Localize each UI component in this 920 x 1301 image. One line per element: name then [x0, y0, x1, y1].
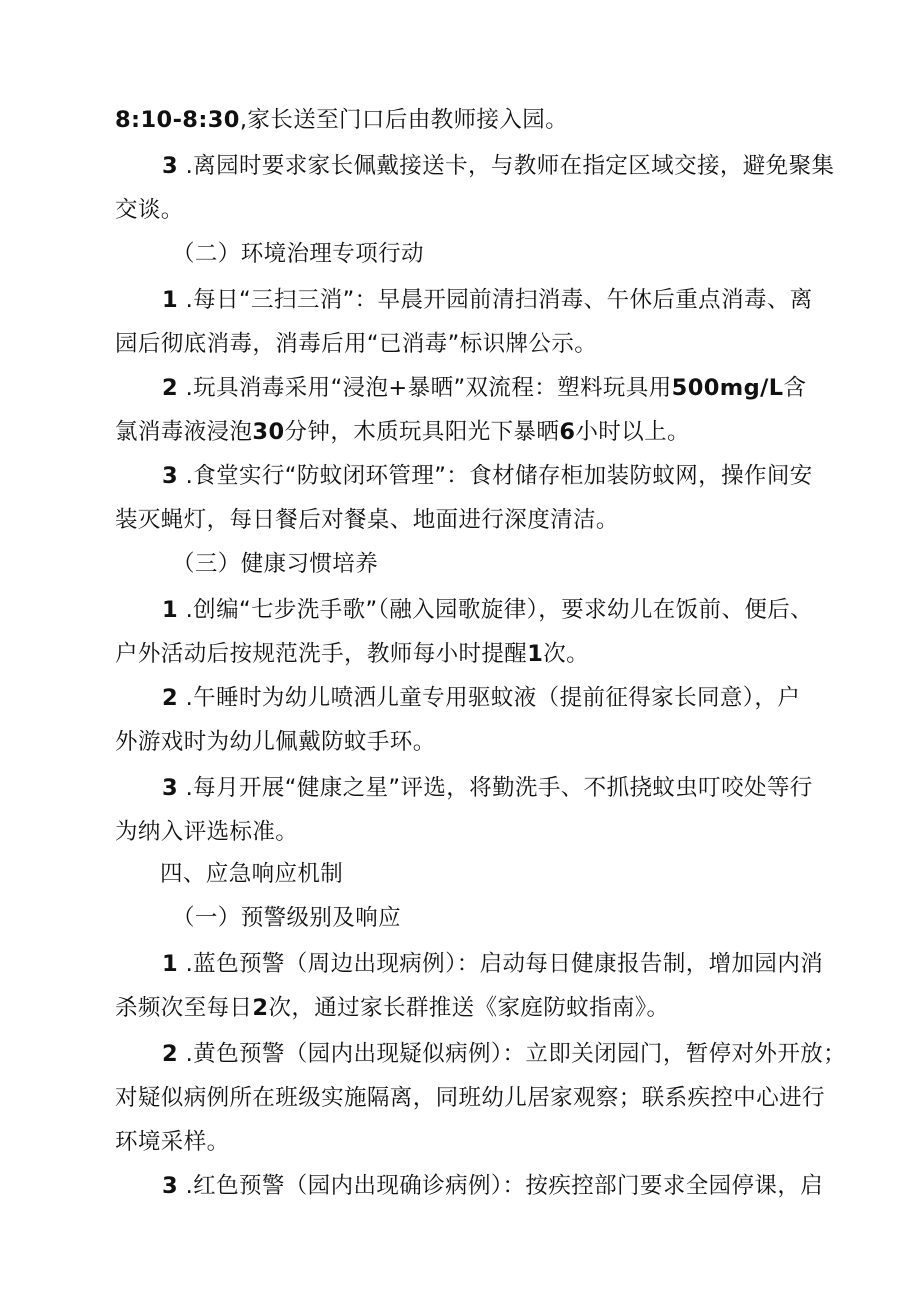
list-item-1-daily-disinfection: 1 .每日“三扫三消”：早晨开园前清扫消毒、午休后重点消毒、离 — [162, 287, 813, 313]
text-line-15: 外游戏时为幼儿佩戴防蚊手环。 — [115, 729, 436, 755]
text-line-10: 装灭蝇灯，每日餐后对餐桌、地面进行深度清洁。 — [115, 507, 619, 533]
section-heading-health-habits: （三）健康习惯培养 — [172, 551, 379, 577]
list-item-2-yellow-warning: 2 .黄色预警（园内出现疑似病例）：立即关闭园门，暂停对外开放； — [162, 1041, 847, 1067]
text-line-24: 环境采样。 — [115, 1129, 230, 1155]
list-item-2-repellent: 2 .午睡时为幼儿喷洒儿童专用驱蚊液（提前征得家长同意），户 — [162, 685, 801, 711]
text-line-23: 对疑似病例所在班级实施隔离，同班幼儿居家观察；联系疾控中心进行 — [115, 1085, 825, 1111]
list-item-1-blue-warning: 1 .蓝色预警（周边出现病例）：启动每日健康报告制，增加园内消 — [162, 951, 824, 977]
list-item-3-arrival: 3 .离园时要求家长佩戴接送卡，与教师在指定区域交接，避免聚集 — [162, 153, 835, 179]
list-item-2-toy-disinfection: 2 .玩具消毒采用“浸泡+暴晒”双流程：塑料玩具用500mg/L含 — [162, 375, 807, 401]
text-line-8: 氯消毒液浸泡30分钟，木质玩具阳光下暴晒6小时以上。 — [115, 419, 690, 445]
subsection-heading-warning-levels: （一）预警级别及响应 — [172, 905, 402, 931]
text-line-17: 为纳入评选标准。 — [115, 819, 299, 845]
text-line-1: 8:10-8:30,家长送至门口后由教师接入园。 — [115, 107, 569, 133]
text-line-3: 交谈。 — [115, 197, 184, 223]
list-item-3-canteen: 3 .食堂实行“防蚊闭环管理”：食材储存柜加装防蚊网，操作间安 — [162, 463, 813, 489]
text-line-6: 园后彻底消毒，消毒后用“已消毒”标识牌公示。 — [115, 331, 598, 357]
list-item-3-red-warning: 3 .红色预警（园内出现确诊病例）：按疾控部门要求全园停课，启 — [162, 1173, 824, 1199]
text-line-21: 杀频次至每日2次，通过家长群推送《家庭防蚊指南》。 — [115, 995, 670, 1021]
list-item-1-handwashing: 1 .创编“七步洗手歌”（融入园歌旋律），要求幼儿在饭前、便后、 — [162, 597, 814, 623]
section-heading-emergency: 四、应急响应机制 — [160, 861, 344, 887]
section-heading-environment: （二）环境治理专项行动 — [172, 241, 424, 267]
text-line-13: 户外活动后按规范洗手，教师每小时提醒1次。 — [115, 641, 590, 667]
list-item-3-health-star: 3 .每月开展“健康之星”评选，将勤洗手、不抓挠蚊虫叮咬处等行 — [162, 775, 813, 801]
